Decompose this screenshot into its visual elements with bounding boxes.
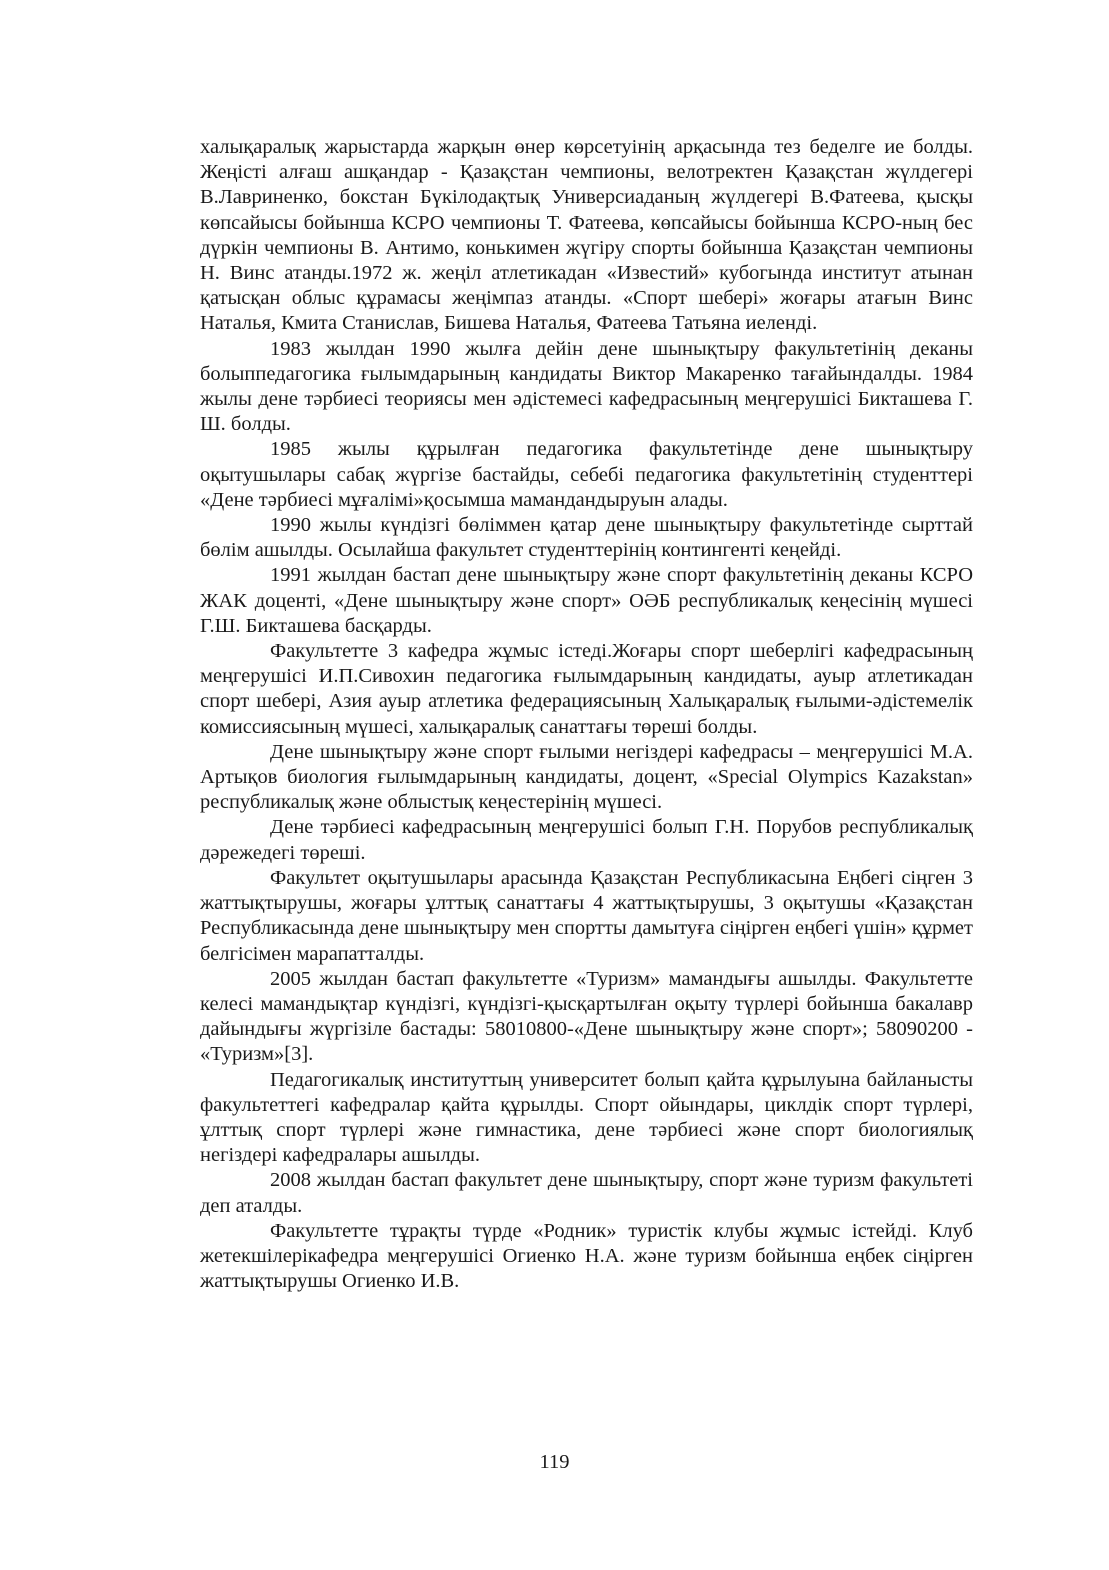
paragraph-12: 2008 жылдан бастап факультет дене шынықтыру, спорт және туризм факультеті деп аталды. [200, 1169, 973, 1217]
body-text [200, 135, 973, 1294]
paragraph-13: Факультетте тұрақты түрде «Родник» туристік клубы жұмыс істейді. Клуб жетекшілерікафедра меңгерушісі Огиенко Н.А. және туризм бойынша еңбек сіңірген жаттықтырушы Огиенко И.В. [200, 1219, 973, 1293]
paragraph-3: 1985 жылы құрылған педагогика факультетінде дене шынықтыру оқытушылары сабақ жүргізе бастайды, себебі педагогика факультетінің студенттері «Дене тәрбиесі мұғалімі»қосымша мамандандыруын алады. [200, 438, 973, 511]
paragraph-8: Дене тәрбиесі кафедрасының меңгерушісі болып Г.Н. Порубов республикалық дәрежедегі төреші. [200, 816, 973, 864]
paragraph-7: Дене шынықтыру және спорт ғылыми негіздері кафедрасы – меңгерушісі М.А. Артықов биология ғылымдарының кандидаты, доцент, «Special Olympics Kazakstan» республикалық және облыстық кеңестерінің мүшесі. [200, 740, 973, 814]
paragraph-1: халықаралық жарыстарда жарқын өнер көрсетуінің арқасында тез беделге ие болды. Жеңісті алғаш ашқандар - Қазақстан чемпионы, велотректен Қазақстан жүлдегері В.Лавриненко, бокстан Бүкілодақтық Универсиаданың жүлдегері В.Фатеева, қысқы көпсайысы бойынша КСРО чемпионы Т. Фатеева, көпсайысы бойынша КСРО-ның бес дүркін чемпионы В. Антимо, конькимен жүгіру спорты бойынша Қазақстан чемпионы Н. Винс атанды.1972 ж. жеңіл атлетикадан «Известий» кубогында институт атынан қатысқан облыс құрамасы жеңімпаз атанды. «Спорт шебері» жоғары атағын Винс Наталья, Кмита Станислав, Бишева Наталья, Фатеева Татьяна иеленді. [200, 136, 973, 335]
page-number: 119 [539, 1451, 570, 1473]
paragraph-5: 1991 жылдан бастап дене шынықтыру және спорт факультетінің деканы КСРО ЖАК доценті, «Дене шынықтыру және спорт» ОӘБ республикалық кеңесінің мүшесі Г.Ш. Бикташева басқарды. [200, 564, 973, 637]
paragraph-11: Педагогикалық институттың университет болып қайта құрылуына байланысты факультеттегі кафедралар қайта құрылды. Спорт ойындары, циклдік спорт түрлері, ұлттық спорт түрлері және гимнастика, дене тәрбиесі және спорт биологиялық негіздері кафедралары ашылды. [200, 1068, 973, 1167]
paragraph-2: 1983 жылдан 1990 жылға дейін дене шынықтыру факультетінің деканы болыппедагогика ғылымдарының кандидаты Виктор Макаренко тағайындалды. 1984 жылы дене тәрбиесі теориясы мен әдістемесі кафедрасының меңгерушісі Бикташева Г. Ш. болды. [200, 337, 973, 436]
paragraph-10: 2005 жылдан бастап факультетте «Туризм» мамандығы ашылды. Факультетте келесі мамандықтар күндізгі, күндізгі-қысқартылған оқыту түрлері бойынша бакалавр дайындығы жүргізіле бастады: 58010800-«Дене шынықтыру және спорт»; 58090200 - «Туризм»[3]. [200, 967, 973, 1066]
paragraph-9: Факультет оқытушылары арасында Қазақстан Республикасына Еңбегі сіңген 3 жаттықтырушы, жоғары ұлттық санаттағы 4 жаттықтырушы, 3 оқытушы «Қазақстан Республикасында дене шынықтыру мен спортты дамытуға сіңірген еңбегі үшін» құрмет белгісімен марапатталды. [200, 866, 973, 965]
paragraph-6: Факультетте 3 кафедра жұмыс істеді.Жоғары спорт шеберлігі кафедрасының меңгерушісі И.П.Сивохин педагогика ғылымдарының кандидаты, ауыр атлетикадан спорт шебері, Азия ауыр атлетика федерациясының Халықаралық ғылыми-әдістемелік комиссиясының мүшесі, халықаралық санаттағы төреші болды. [200, 640, 973, 738]
paragraph-4: 1990 жылы күндізгі бөліммен қатар дене шынықтыру факультетінде сырттай бөлім ашылды. Осылайша факультет студенттерінің контингенті кеңейді. [200, 514, 973, 562]
